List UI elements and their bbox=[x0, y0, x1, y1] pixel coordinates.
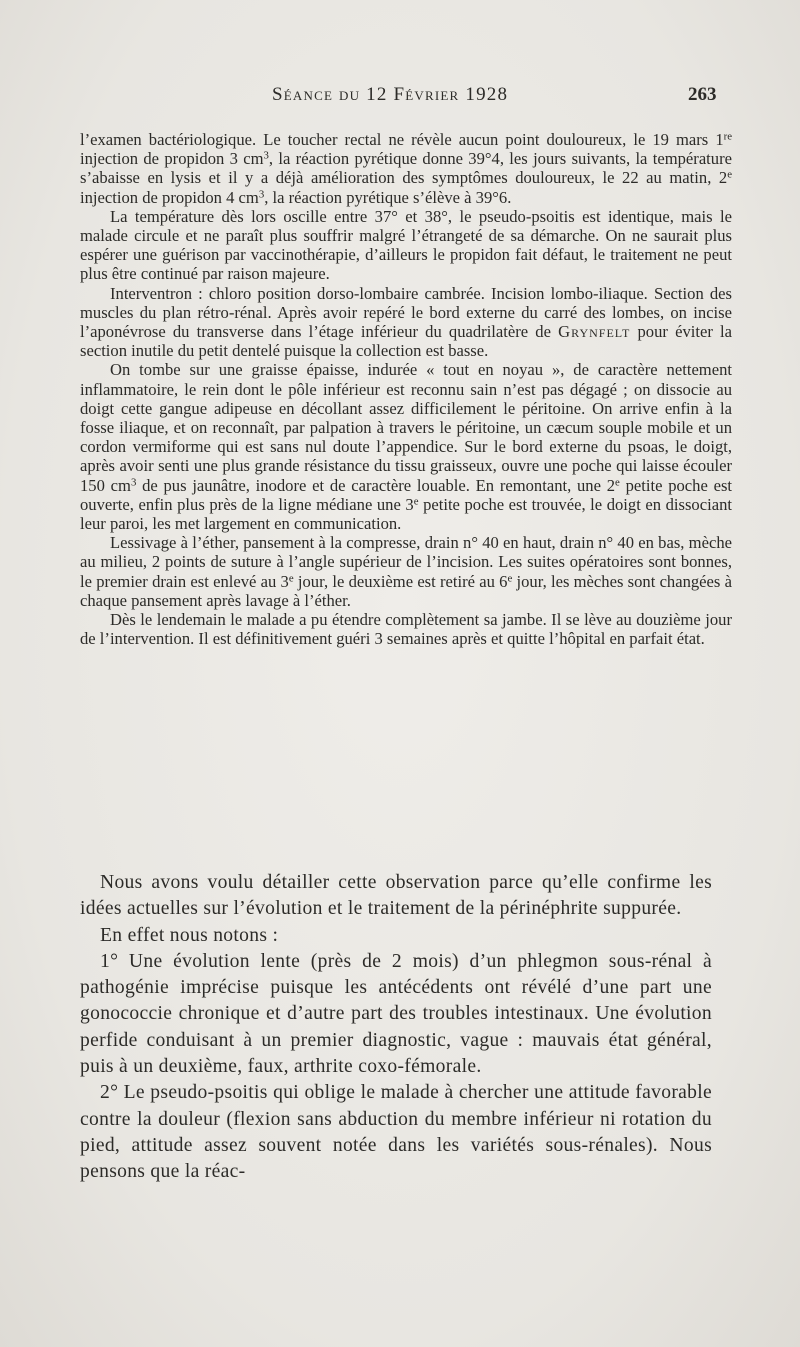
intervention-text-end: pour éviter la section inutile du petit dentelé puisque la collection est basse. bbox=[80, 322, 732, 361]
paragraph-temperature: La température dès lors oscille entre 37° et 38°, le pseudo-psoitis est identique, mais le malade circule et ne paraît plus souffrir malgré l’étrangeté de sa démarche. On ne saurait plus espérer une guérison par vaccinothérapie, d’ailleurs le propidon fait défaut, le traitement ne peut plus être continué par raison majeure. bbox=[80, 206, 732, 284]
intervention-text: Interventron : chloro position dorso-lombaire cambrée. Incision lombo-iliaque. Section des muscles du plan rétro-rénal. Après avoir repéré le bord externe du carré des lombes, on incise l’aponévrose du transverse dans l’étage inférieur du quadrilatère de bbox=[80, 283, 732, 342]
running-header bbox=[0, 84, 800, 110]
case-observation-text bbox=[80, 130, 732, 648]
paragraph-propidon: l’examen bactériologique. Le toucher rectal ne révèle aucun point douloureux, le 19 mars 1re injection de propidon 3 $cm^3$, la réaction pyrétique donne 39°4, les jours suivants, la température s’abaisse en lysis et il y a déjà amélioration des symptômes douloureux, le 22 au matin, 2e injection de propidon 4 $cm^3$, la réaction pyrétique s’élève à 39°6. bbox=[80, 130, 732, 207]
commentary-point-1: 1° Une évolution lente (près de 2 mois) d’un phlegmon sous-rénal à pathogénie imprécise puisque les antécédents ont révélé d’une part une gonococcie chronique et d’autre part des troubles intestinaux. Une évolution perfide conduisant à un premier diagnostic, vague : mauvais état général, puis à un deuxième, faux, arthrite coxo-fémorale. bbox=[80, 950, 712, 1078]
commentary-intro: Nous avons voulu détailler cette observation parce qu’elle confirme les idées actuelles sur l’évolution et le traitement de la périnéphrite suppurée. bbox=[80, 872, 712, 920]
paragraph-operation: On tombe sur une graisse épaisse, indurée « tout en noyau », de caractère nettement inflammatoire, le rein dont le pôle inférieur est reconnu sain n’est pas dégagé ; on dissocie au doigt cette gangue adipeuse en décollant assez difficilement le péritoine. On arrive enfin à la fosse iliaque, et on reconnaît, par palpation à travers le péritoine, un cæcum souple mobile et un cordon vermiforme qui est sans nul doute l’appendice. Sur le bord externe du psoas, le doigt, après avoir senti une plus grande résistance du tissu graisseux, ouvre une poche qui laisse écouler 150 $cm^3$ de pus jaunâtre, inodore et de caractère louable. En remontant, une 2e petite poche est ouverte, enfin plus près de la ligne médiane une 3e petite poche est trouvée, le doigt en dissociant leur paroi, les met largement en communication. bbox=[80, 360, 733, 534]
page-number: 263 bbox=[688, 84, 717, 105]
running-title: Séance du 12 Février 1928 bbox=[272, 84, 509, 105]
paragraph-intervention bbox=[80, 284, 732, 361]
author-name-grynfelt: Grynfelt bbox=[558, 322, 631, 342]
commentary-point-2: 2° Le pseudo-psoitis qui oblige le malade à chercher une attitude favorable contre la douleur (flexion sans abduction du membre inférieur ni rotation du pied, attitude assez souvent notée dans les variétés sous-rénales). Nous pensons que la réac- bbox=[80, 1082, 712, 1183]
paragraph-recovery: Dès le lendemain le malade a pu étendre complètement sa jambe. Il se lève au douzième jour de l’intervention. Il est définitivement guéri 3 semaines après et quitte l’hôpital en parfait état. bbox=[80, 610, 732, 649]
commentary-text bbox=[80, 870, 712, 1186]
commentary-lead: En effet nous notons : bbox=[100, 924, 279, 946]
paragraph-postop: Lessivage à l’éther, pansement à la compresse, drain n° 40 en haut, drain n° 40 en bas, mèche au milieu, 2 points de suture à l’angle supérieur de l’incision. Les suites opératoires sont bonnes, le premier drain est enlevé au 3e jour, le deuxième est retiré au 6e jour, les mèches sont changées à chaque pansement après lavage à l’éther. bbox=[80, 533, 732, 610]
